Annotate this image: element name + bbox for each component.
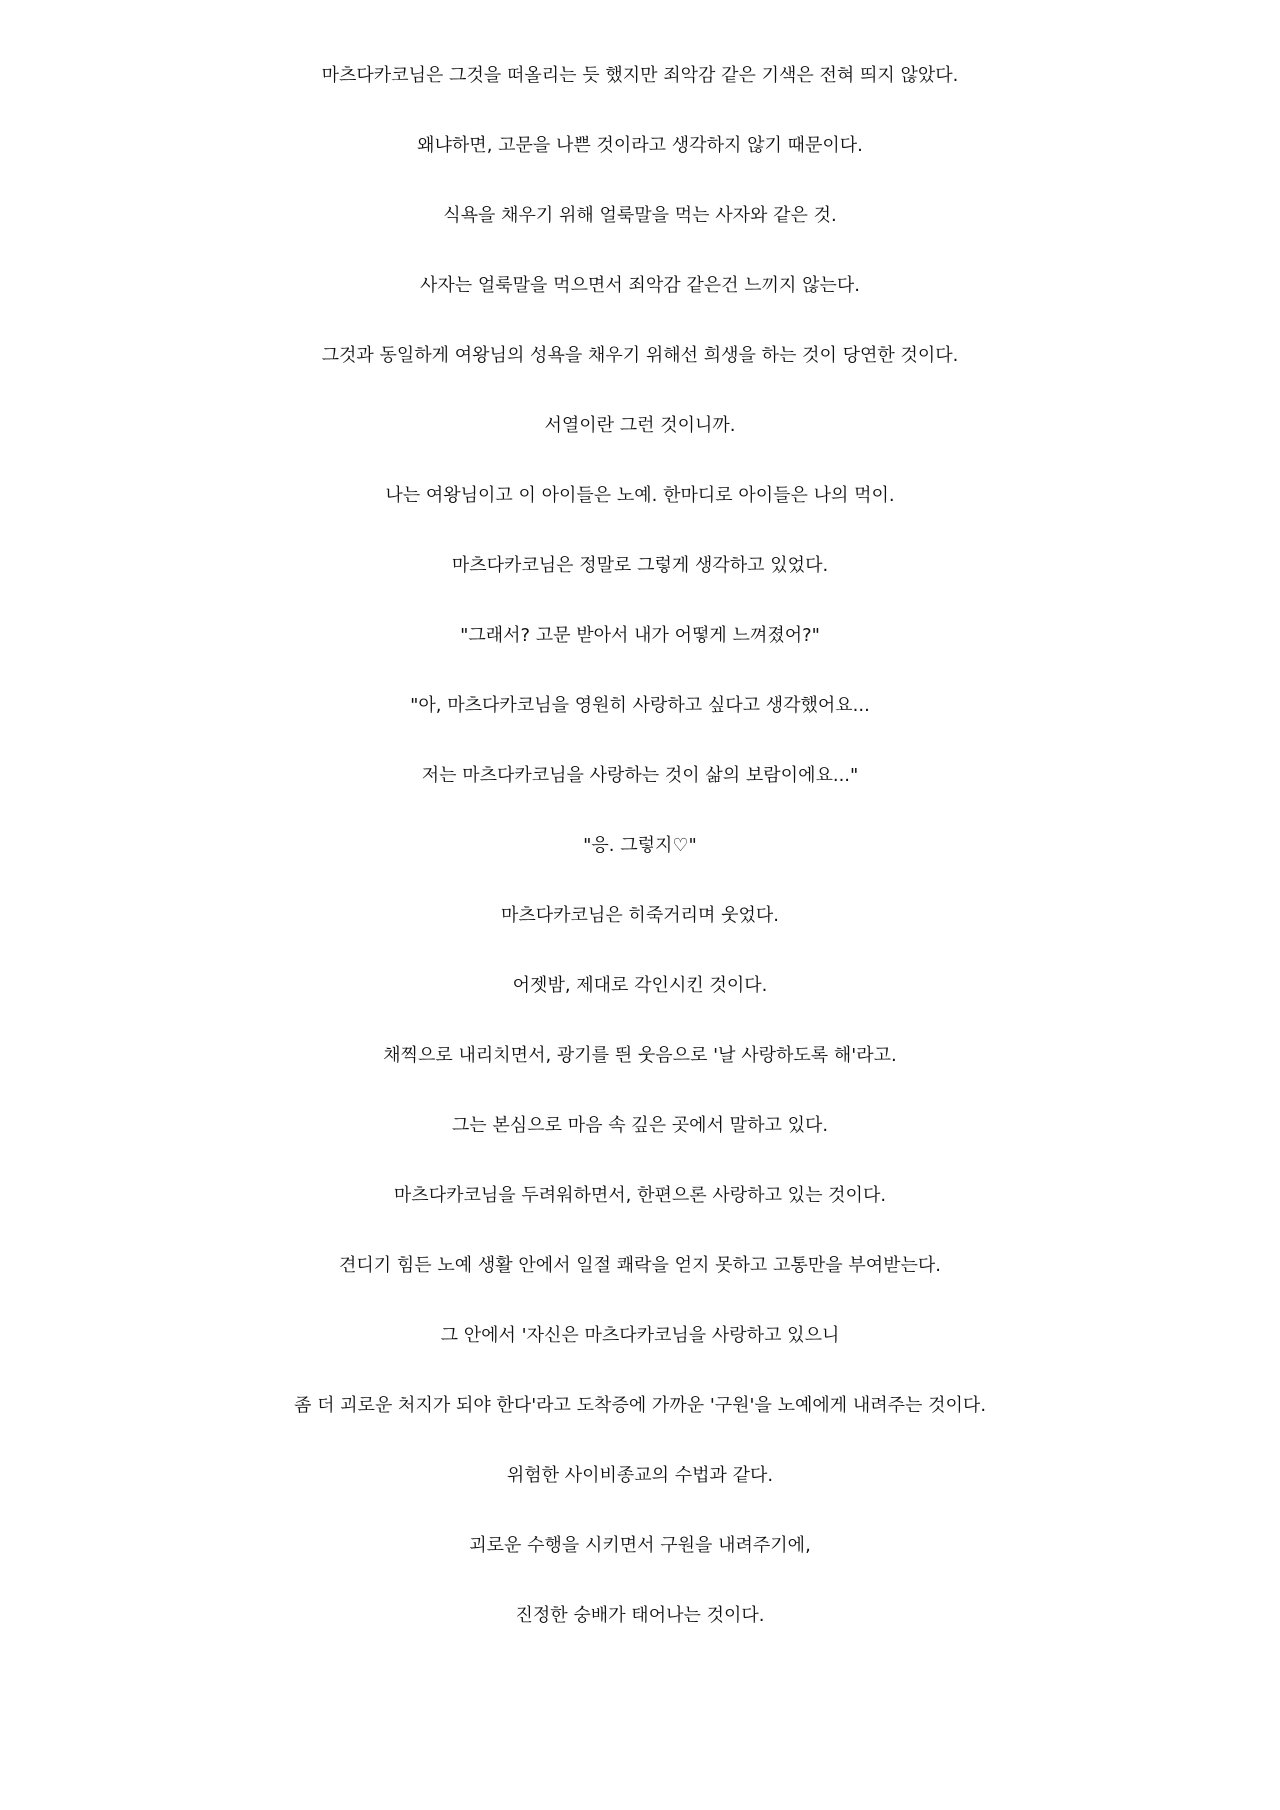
text-line: 나는 여왕님이고 이 아이들은 노예. 한마디로 아이들은 나의 먹이. bbox=[385, 485, 895, 506]
text-line: 마츠다카코님은 히죽거리며 웃었다. bbox=[501, 905, 779, 926]
text-line: 채찍으로 내리치면서, 광기를 띈 웃음으로 '날 사랑하도록 해'라고. bbox=[383, 1045, 897, 1066]
text-body bbox=[0, 52, 1280, 1662]
text-line: 위험한 사이비종교의 수법과 같다. bbox=[506, 1465, 774, 1486]
text-line: 마츠다카코님은 그것을 떠올리는 듯 했지만 죄악감 같은 기색은 전혀 띄지 않았다. bbox=[321, 65, 959, 86]
text-line: 서열이란 그런 것이니까. bbox=[544, 415, 736, 436]
text-line: 사자는 얼룩말을 먹으면서 죄악감 같은건 느끼지 않는다. bbox=[420, 275, 860, 296]
text-line: 저는 마츠다카코님을 사랑하는 것이 삶의 보람이에요..." bbox=[421, 765, 859, 786]
text-line: 그 안에서 '자신은 마츠다카코님을 사랑하고 있으니 bbox=[440, 1325, 840, 1346]
text-line: 마츠다카코님을 두려워하면서, 한편으론 사랑하고 있는 것이다. bbox=[393, 1185, 887, 1206]
text-line: "응. 그렇지♡" bbox=[583, 835, 697, 856]
text-line: 그는 본심으로 마음 속 깊은 곳에서 말하고 있다. bbox=[451, 1115, 829, 1136]
text-line: 어젯밤, 제대로 각인시킨 것이다. bbox=[512, 975, 768, 996]
text-line: 좀 더 괴로운 처지가 되야 한다'라고 도착증에 가까운 '구원'을 노예에게 내려주는 것이다. bbox=[293, 1395, 987, 1416]
text-line: 견디기 힘든 노예 생활 안에서 일절 쾌락을 얻지 못하고 고통만을 부여받는다. bbox=[339, 1255, 941, 1276]
text-line: 식욕을 채우기 위해 얼룩말을 먹는 사자와 같은 것. bbox=[443, 205, 837, 226]
text-line: 그것과 동일하게 여왕님의 성욕을 채우기 위해선 희생을 하는 것이 당연한 것이다. bbox=[321, 345, 959, 366]
text-line: 진정한 숭배가 태어나는 것이다. bbox=[515, 1605, 765, 1626]
text-line: 왜냐하면, 고문을 나쁜 것이라고 생각하지 않기 때문이다. bbox=[417, 135, 863, 156]
text-line: 마츠다카코님은 정말로 그렇게 생각하고 있었다. bbox=[451, 555, 829, 576]
text-line: "그래서? 고문 받아서 내가 어떻게 느껴졌어?" bbox=[460, 625, 820, 646]
text-line: "아, 마츠다카코님을 영원히 사랑하고 싶다고 생각했어요... bbox=[410, 695, 870, 716]
text-line: 괴로운 수행을 시키면서 구원을 내려주기에, bbox=[469, 1535, 811, 1556]
